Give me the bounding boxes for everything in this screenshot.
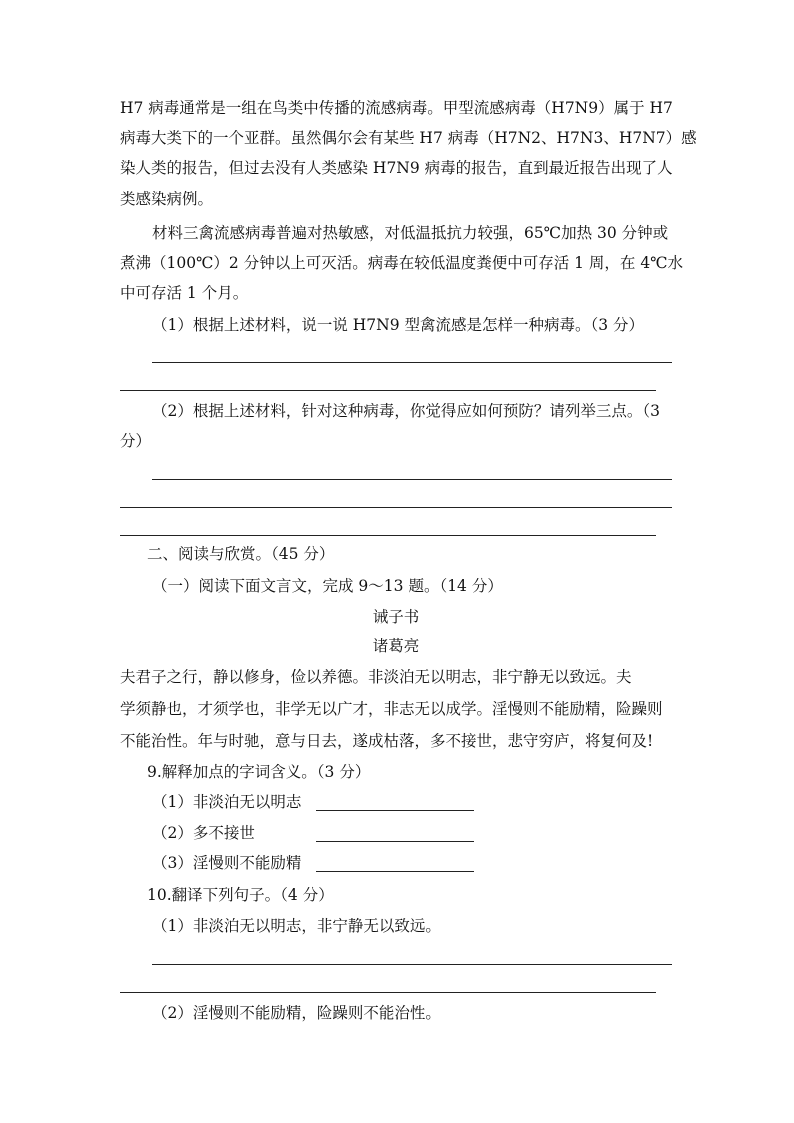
question-9-heading: 9.解释加点的字词含义。（3 分）: [147, 763, 371, 781]
answer-line[interactable]: [120, 535, 656, 536]
question-9-item-2: （2）多不接世: [152, 824, 255, 842]
material2-line-3: 染人类的报告，但过去没有人类感染 H7N9 病毒的报告，直到最近报告出现了人: [120, 159, 673, 177]
question-10-item-2: （2）淫慢则不能励精，险躁则不能治性。: [152, 1004, 441, 1022]
question-2-line-1: （2）根据上述材料，针对这种病毒，你觉得应如何预防？请列举三点。（3: [152, 402, 660, 420]
material3-line-3: 中可存活 1 个月。: [120, 284, 249, 302]
question-9-item-3: （3）淫慢则不能励精: [152, 854, 302, 872]
answer-blank[interactable]: [316, 810, 474, 811]
answer-line[interactable]: [120, 992, 656, 993]
answer-line[interactable]: [152, 362, 672, 363]
answer-line[interactable]: [152, 964, 672, 965]
question-10-heading: 10.翻译下列句子。（4 分）: [147, 886, 334, 904]
poem-title: 诫子书: [372, 608, 420, 626]
question-9-item-1: （1）非淡泊无以明志: [152, 793, 302, 811]
question-10-item-1: （1）非淡泊无以明志，非宁静无以致远。: [152, 917, 441, 935]
answer-line[interactable]: [152, 479, 672, 480]
answer-blank[interactable]: [316, 841, 474, 842]
poem-author: 诸葛亮: [372, 637, 420, 655]
poem-line-1: 夫君子之行，静以修身，俭以养德。非淡泊无以明志，非宁静无以致远。夫: [120, 668, 632, 686]
question-1: （1）根据上述材料，说一说 H7N9 型禽流感是怎样一种病毒。（3 分）: [152, 316, 645, 334]
poem-line-3: 不能治性。年与时驰，意与日去，遂成枯落，多不接世，悲守穷庐，将复何及!: [120, 732, 654, 750]
question-2-line-2: 分）: [120, 432, 152, 450]
answer-line[interactable]: [120, 390, 656, 391]
material3-line-1: 材料三禽流感病毒普遍对热敏感，对低温抵抗力较强，65℃加热 30 分钟或: [152, 224, 669, 242]
section-heading: 二、阅读与欣赏。（45 分）: [147, 545, 335, 563]
material2-line-4: 类感染病例。: [120, 190, 214, 208]
subsection-heading: （一）阅读下面文言文，完成 9～13 题。（14 分）: [152, 577, 503, 595]
poem-line-2: 学须静也，才须学也，非学无以广才，非志无以成学。淫慢则不能励精，险躁则: [120, 700, 663, 718]
material3-line-2: 煮沸（100℃）2 分钟以上可灭活。病毒在较低温度粪便中可存活 1 周，在 4℃水: [120, 254, 684, 272]
answer-blank[interactable]: [316, 871, 474, 872]
material2-line-1: H7 病毒通常是一组在鸟类中传播的流感病毒。甲型流感病毒（H7N9）属于 H7: [120, 99, 673, 117]
material2-line-2: 病毒大类下的一个亚群。虽然偶尔会有某些 H7 病毒（H7N2、H7N3、H7N7）感: [120, 129, 697, 147]
answer-line[interactable]: [120, 507, 672, 508]
